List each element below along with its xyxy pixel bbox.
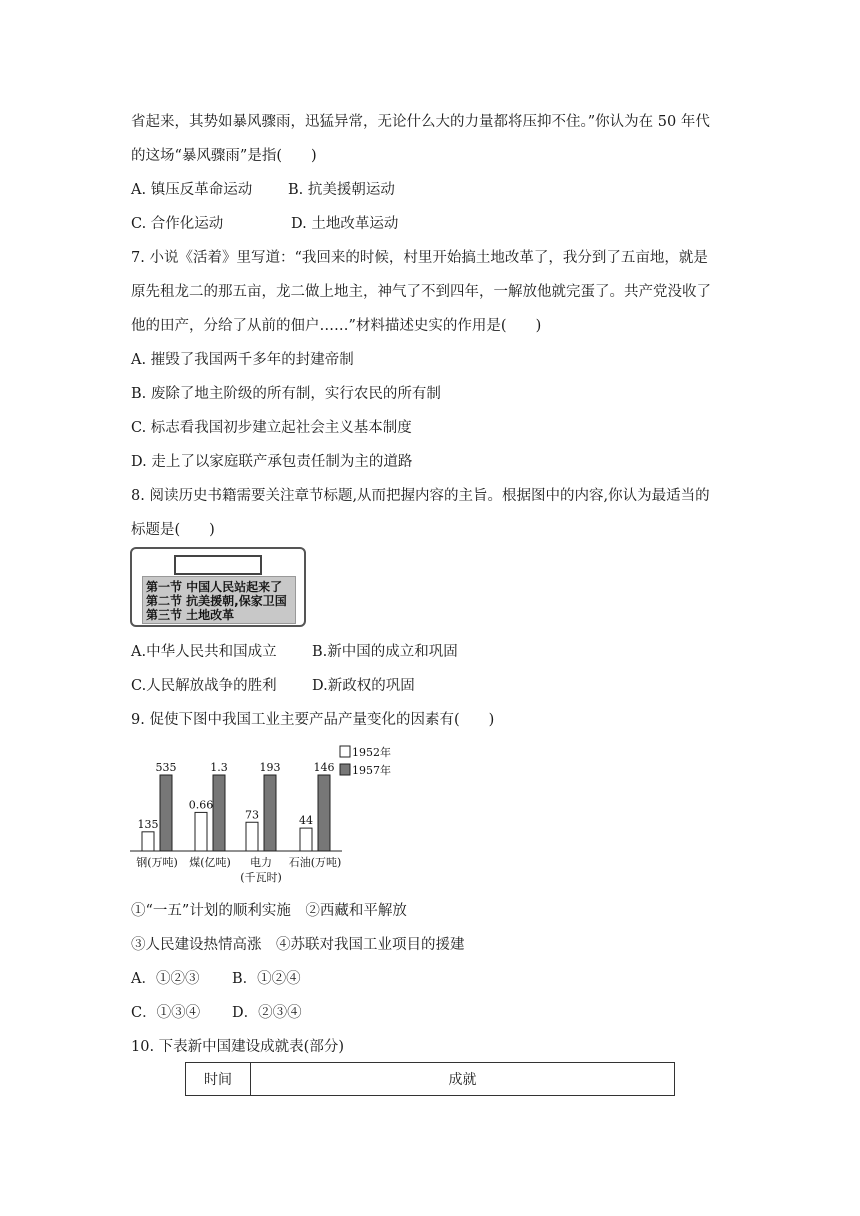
q9-option-c: C．①③④ bbox=[131, 1005, 201, 1021]
category-label: 电力 bbox=[250, 856, 272, 869]
category-label: 钢(万吨) bbox=[136, 856, 178, 869]
bar-1957-1 bbox=[213, 775, 225, 851]
q7-option-b: B. 废除了地主阶级的所有制，实行农民的所有制 bbox=[131, 386, 441, 402]
q7-text-line3: 他的田产，分给了从前的佃户……”材料描述史实的作用是( ) bbox=[131, 318, 542, 334]
bar-1957-0 bbox=[160, 775, 172, 851]
q10-text-line1: 10. 下表新中国建设成就表(部分) bbox=[131, 1039, 344, 1055]
bar-value-label: 535 bbox=[155, 761, 177, 774]
q6-option-b: B. 抗美援朝运动 bbox=[288, 182, 395, 198]
bar-1952-0 bbox=[142, 832, 154, 851]
bar-value-label: 1.3 bbox=[210, 761, 228, 774]
q7-option-d: D. 走上了以家庭联产承包责任制为主的道路 bbox=[131, 454, 413, 470]
table-header-achievement: 成就 bbox=[448, 1072, 477, 1088]
q9-option-b: B．①②④ bbox=[232, 971, 301, 987]
q8-option-b: B.新中国的成立和巩固 bbox=[312, 644, 458, 660]
table-header-time: 时间 bbox=[186, 1063, 251, 1095]
category-label: 煤(亿吨) bbox=[189, 856, 231, 869]
industrial-output-chart bbox=[128, 742, 408, 887]
bar-1957-3 bbox=[318, 775, 330, 851]
q9-item-3-4: ③人民建设热情高涨 ④苏联对我国工业项目的援建 bbox=[131, 937, 465, 953]
bar-value-label: 73 bbox=[245, 808, 259, 822]
q7-option-a: A. 摧毁了我国两千多年的封建帝制 bbox=[131, 352, 354, 368]
q6-option-a: A. 镇压反革命运动 bbox=[131, 182, 253, 198]
category-sublabel: (千瓦时) bbox=[240, 871, 282, 884]
category-label: 石油(万吨) bbox=[288, 856, 342, 869]
q8-option-d: D.新政权的巩固 bbox=[312, 678, 415, 694]
bar-value-label: 146 bbox=[313, 761, 335, 774]
q7-option-c: C. 标志看我国初步建立起社会主义基本制度 bbox=[131, 420, 412, 436]
bar-1952-2 bbox=[246, 822, 258, 851]
q8-option-c: C.人民解放战争的胜利 bbox=[131, 678, 277, 694]
bar-1952-1 bbox=[195, 812, 207, 851]
achievement-table bbox=[185, 1062, 675, 1096]
legend-swatch bbox=[340, 746, 350, 757]
chapter-section-1: 第一节 中国人民站起来了 bbox=[146, 580, 283, 594]
chapter-figure bbox=[130, 547, 306, 627]
q8-text-line2: 标题是( ) bbox=[131, 522, 215, 538]
legend-swatch bbox=[340, 764, 350, 775]
bar-value-label: 0.66 bbox=[188, 798, 214, 812]
bar-value-label: 135 bbox=[137, 817, 159, 831]
q6-text-line1: 省起来，其势如暴风骤雨，迅猛异常，无论什么大的力量都将压抑不住。”你认为在 50 年代 bbox=[131, 114, 710, 130]
q6-option-c: C. 合作化运动 bbox=[131, 216, 224, 232]
q6-option-d: D. 土地改革运动 bbox=[291, 216, 399, 232]
chapter-section-3: 第三节 土地改革 bbox=[146, 608, 235, 622]
chapter-section-2: 第二节 抗美援朝,保家卫国 bbox=[146, 594, 287, 608]
q9-option-a: A．①②③ bbox=[131, 971, 200, 987]
bar-1952-3 bbox=[300, 828, 312, 851]
bar-value-label: 44 bbox=[299, 814, 313, 828]
q9-text-line1: 9. 促使下图中我国工业主要产品产量变化的因素有( ) bbox=[131, 712, 495, 728]
bar-value-label: 193 bbox=[259, 761, 281, 774]
legend-label: 1957年 bbox=[352, 764, 391, 777]
q9-option-d: D．②③④ bbox=[232, 1005, 302, 1021]
q6-text-line2: 的这场“暴风骤雨”是指( ) bbox=[131, 148, 317, 164]
q7-text-line1: 7. 小说《活着》里写道：“我回来的时候，村里开始搞土地改革了，我分到了五亩地，就是 bbox=[131, 250, 708, 266]
q9-item-1-2: ①“一五”计划的顺利实施 ②西藏和平解放 bbox=[131, 903, 407, 919]
q7-text-line2: 原先租龙二的那五亩，龙二做上地主，神气了不到四年，一解放他就完蛋了。共产党没收了 bbox=[131, 284, 711, 300]
chart-legend bbox=[340, 745, 391, 777]
legend-label: 1952年 bbox=[352, 746, 391, 759]
chapter-title-blank bbox=[174, 555, 262, 575]
q8-text-line1: 8. 阅读历史书籍需要关注章节标题,从而把握内容的主旨。根据图中的内容,你认为最适当的 bbox=[131, 488, 710, 504]
q8-option-a: A.中华人民共和国成立 bbox=[131, 644, 277, 660]
bar-1957-2 bbox=[264, 775, 276, 851]
